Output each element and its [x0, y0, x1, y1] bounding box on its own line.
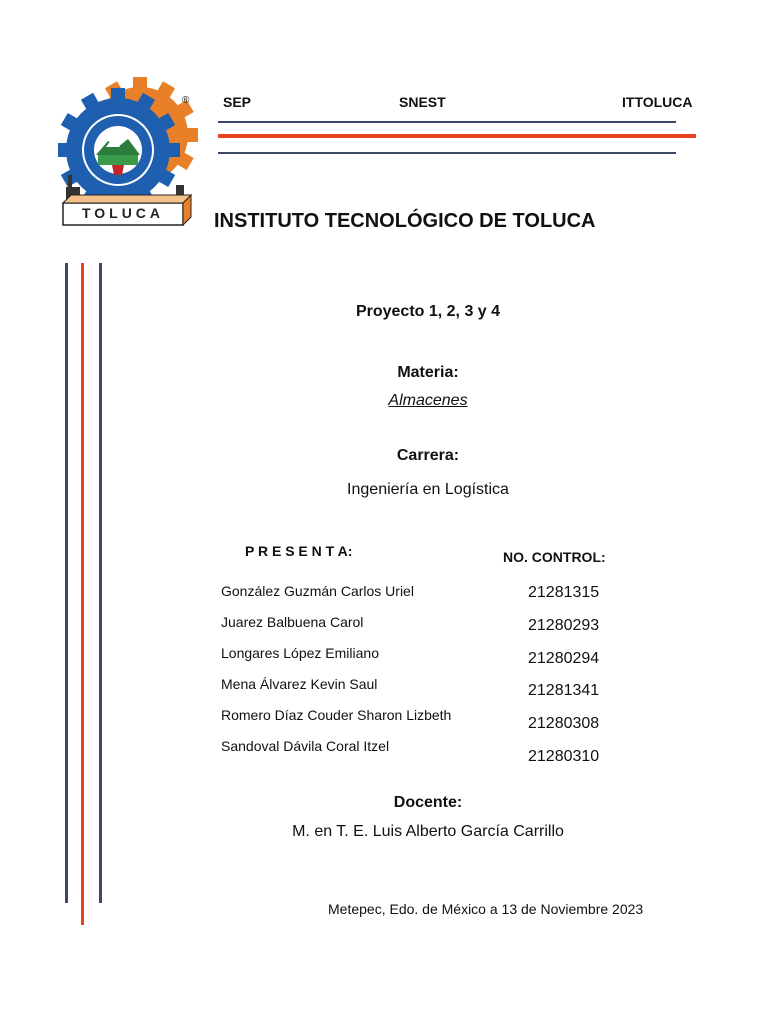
header-rule-red	[218, 134, 696, 138]
header-sep: SEP	[223, 94, 252, 110]
student-control: 21280310	[528, 748, 600, 765]
institute-title: INSTITUTO TECNOLÓGICO DE TOLUCA	[214, 210, 596, 232]
presenta-label: P R E S E N T A:	[245, 543, 353, 559]
student-control: 21280308	[528, 715, 600, 732]
student-control: 21280293	[528, 617, 600, 634]
student-name: Longares López Emiliano	[221, 645, 379, 661]
student-name: Juarez Balbuena Carol	[221, 614, 364, 630]
project-title: Proyecto 1, 2, 3 y 4	[355, 303, 501, 320]
registered-mark: ®	[182, 95, 190, 106]
institute-logo	[58, 75, 198, 230]
student-name: Romero Díaz Couder Sharon Lizbeth	[221, 707, 452, 723]
place-date: Metepec, Edo. de México a 13 de Noviembre 2023	[328, 901, 644, 917]
logo-word: TOLUCA	[81, 205, 165, 221]
header-snest: SNEST	[399, 94, 446, 110]
student-control: 21280294	[528, 650, 600, 667]
carrera-value: Ingeniería en Logística	[347, 481, 509, 498]
student-control: 21281315	[528, 584, 600, 601]
student-control: 21281341	[528, 682, 600, 699]
docente-value: M. en T. E. Luis Alberto García Carrillo	[292, 823, 564, 840]
side-rule-navy-left	[65, 263, 68, 903]
header-ittoluca: ITTOLUCA	[622, 94, 693, 110]
header-rule-bottom	[218, 152, 676, 154]
side-rule-red	[81, 263, 84, 925]
control-label: NO. CONTROL:	[503, 549, 606, 565]
materia-value: Almacenes	[388, 392, 468, 409]
student-name: Sandoval Dávila Coral Itzel	[221, 738, 390, 754]
carrera-label: Carrera:	[396, 447, 460, 464]
materia-label: Materia:	[397, 364, 459, 381]
student-name: Mena Álvarez Kevin Saul	[221, 676, 378, 692]
docente-label: Docente:	[393, 794, 463, 811]
header-rule-top	[218, 121, 676, 123]
side-rule-navy-right	[99, 263, 102, 903]
student-name: González Guzmán Carlos Uriel	[221, 583, 414, 599]
